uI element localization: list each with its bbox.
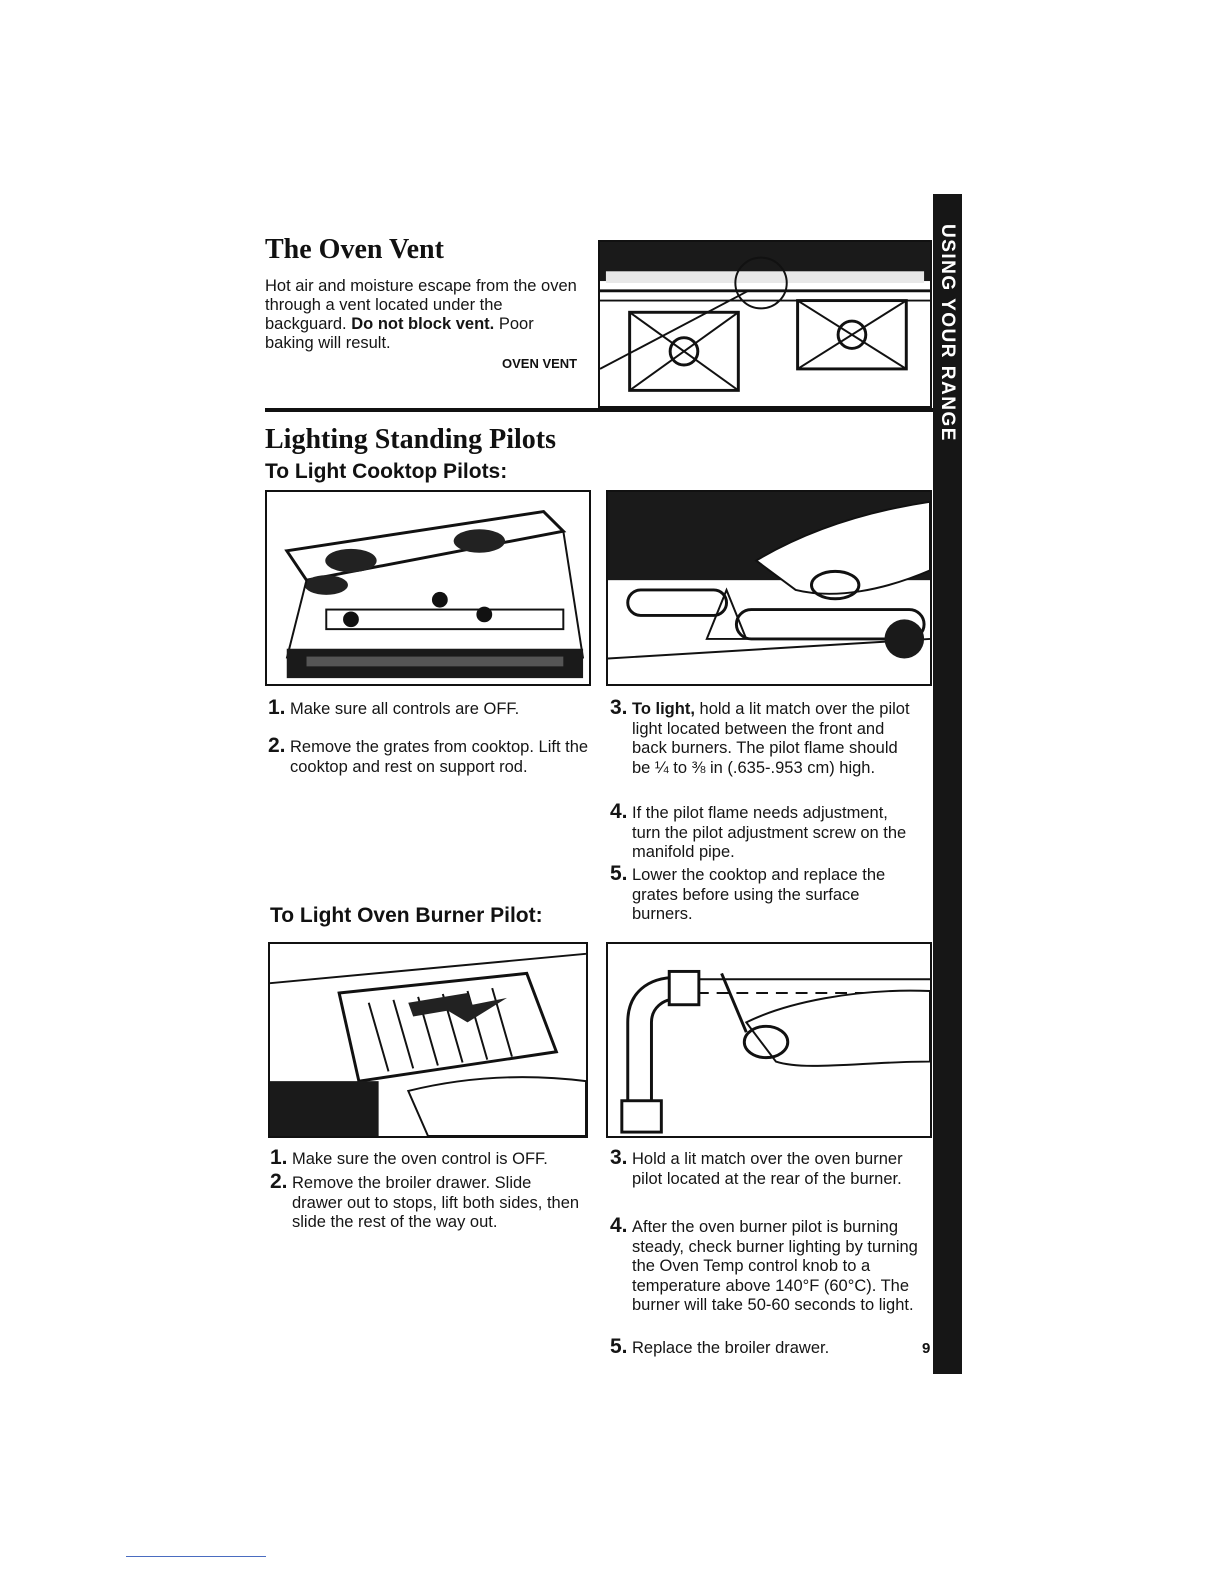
oven-vent-illustration <box>598 240 932 408</box>
step-text: Make sure all controls are OFF. <box>290 700 520 718</box>
backguard-vent-drawing <box>600 242 930 406</box>
pilots-title: Lighting Standing Pilots <box>265 424 556 455</box>
step-number: 2. <box>270 1170 288 1193</box>
cooktop-step-4 <box>610 800 920 863</box>
step-number: 5. <box>610 862 628 885</box>
oven-vent-text-2: Poor baking will result. <box>265 315 534 352</box>
step-number: 5. <box>610 1335 628 1358</box>
step-text: Lower the cooktop and replace the grates before using the surface burners. <box>632 866 886 923</box>
step-text: If the pilot flame needs adjustment, turn the pilot adjustment screw on the manifold pipe. <box>632 804 907 861</box>
step-number: 2. <box>268 734 286 757</box>
side-tab-label: USING YOUR RANGE <box>937 224 958 442</box>
oven-step-1 <box>270 1146 600 1170</box>
cooktop-pilots-heading: To Light Cooktop Pilots: <box>265 460 508 483</box>
cooktop-step-3 <box>610 696 920 778</box>
oven-vent-callout-label: OVEN VENT <box>502 356 578 371</box>
step-text-rest: hold a lit match over the pilot light located between the front and back burners. The pilot flame should be ¼ to ⅜ in (.635-.953 cm) high. <box>632 700 910 777</box>
lifted-cooktop-drawing <box>267 492 589 684</box>
oven-vent-text <box>265 277 585 353</box>
cooktop-pilot-match-illustration <box>606 490 932 686</box>
lighting-oven-pilot-drawing <box>608 944 930 1136</box>
step-text <box>610 696 920 778</box>
step-number: 4. <box>610 1214 628 1237</box>
removing-broiler-drawer-drawing <box>270 944 586 1136</box>
footer-rule <box>126 1556 266 1557</box>
cooktop-step-5 <box>610 862 920 925</box>
oven-pilot-match-illustration <box>606 942 932 1138</box>
step-text: Remove the broiler drawer. Slide drawer out to stops, lift both sides, then slide the rest of the way out. <box>292 1174 580 1231</box>
step-text: After the oven burner pilot is burning steady, check burner lighting by turning the Oven Temp control knob to a temperature above 140°F (60°C). The burner will take 50-60 seconds to light. <box>632 1218 918 1314</box>
broiler-drawer-illustration <box>268 942 588 1138</box>
page-number: 9 <box>922 1340 931 1357</box>
oven-pilot-heading: To Light Oven Burner Pilot: <box>270 904 543 927</box>
step-text: Replace the broiler drawer. <box>632 1339 830 1357</box>
oven-vent-warning: Do not block vent. <box>351 315 495 333</box>
oven-step-4 <box>610 1214 922 1316</box>
oven-vent-title: The Oven Vent <box>265 234 444 265</box>
step-number: 1. <box>268 696 286 719</box>
oven-step-5 <box>610 1335 922 1359</box>
step-number: 4. <box>610 800 628 823</box>
cooktop-lifted-illustration <box>265 490 591 686</box>
step-number: 3. <box>610 1146 628 1169</box>
step-bold-lead: To light, <box>632 700 695 718</box>
cooktop-step-2 <box>268 734 598 777</box>
step-number: 3. <box>610 696 628 719</box>
step-number: 1. <box>270 1146 288 1169</box>
step-text: Remove the grates from cooktop. Lift the cooktop and rest on support rod. <box>290 738 589 776</box>
cooktop-step-1 <box>268 696 598 720</box>
lighting-cooktop-pilot-drawing <box>608 492 930 684</box>
oven-step-2 <box>270 1170 580 1233</box>
section-side-tab <box>933 194 962 1374</box>
step-text: Hold a lit match over the oven burner pilot located at the rear of the burner. <box>632 1150 903 1188</box>
oven-vent-text-1: Hot air and moisture escape from the oven through a vent located under the backguard. <box>265 277 577 333</box>
section-divider <box>265 408 933 412</box>
oven-step-3 <box>610 1146 922 1189</box>
step-text: Make sure the oven control is OFF. <box>292 1150 548 1168</box>
